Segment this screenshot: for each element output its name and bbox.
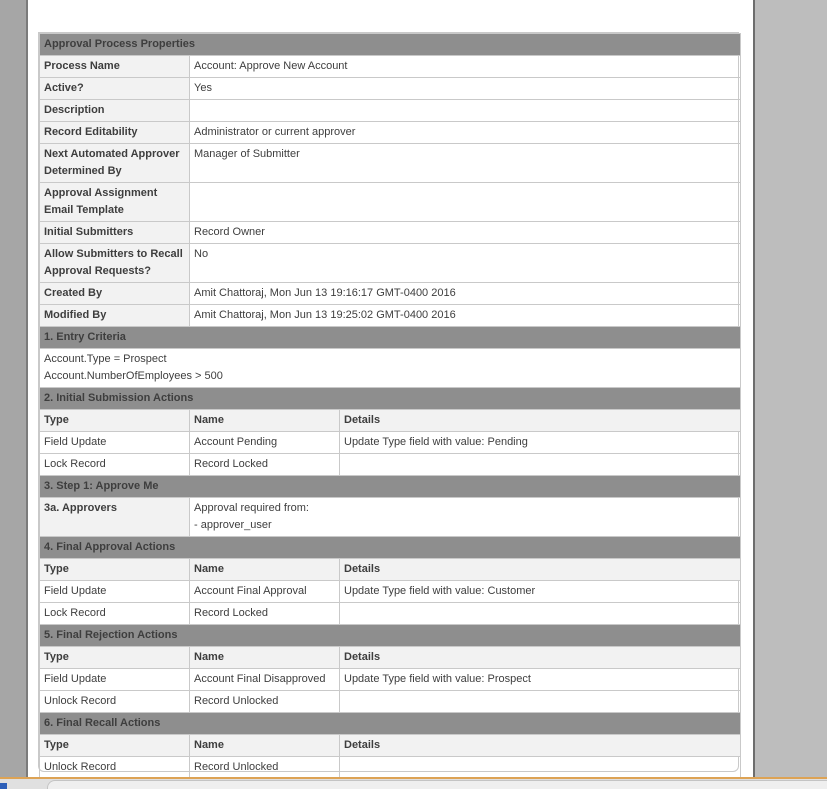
column-header-row — [40, 559, 741, 581]
action-name: Account Final Disapproved — [190, 669, 340, 691]
action-type: Field Update — [40, 581, 190, 603]
action-row — [40, 603, 741, 625]
section-header-row — [40, 34, 741, 56]
bottom-band — [0, 779, 827, 789]
action-details — [340, 603, 741, 625]
section-header-row — [40, 388, 741, 410]
property-row — [40, 100, 741, 122]
field-value-allow-recall: No — [190, 244, 741, 283]
column-header-details: Details — [340, 410, 741, 432]
action-name: Account Final Approval — [190, 581, 340, 603]
entry-criteria-line-2: Account.NumberOfEmployees > 500 — [44, 370, 223, 382]
section-header-row — [40, 713, 741, 735]
section-header-row — [40, 537, 741, 559]
action-type: Field Update — [40, 669, 190, 691]
column-header-row — [40, 735, 741, 757]
field-value-active: Yes — [190, 78, 741, 100]
field-label-modified-by: Modified By — [40, 305, 190, 327]
field-value-created-by: Amit Chattoraj, Mon Jun 13 19:16:17 GMT-0400 2016 — [190, 283, 741, 305]
field-value-description — [190, 100, 741, 122]
field-value-approval-assignment-email-template — [190, 183, 741, 222]
approvers-row — [40, 498, 741, 537]
action-type: Unlock Record — [40, 691, 190, 713]
section-header-final-recall-actions: 6. Final Recall Actions — [40, 713, 741, 735]
section-header-final-rejection-actions: 5. Final Rejection Actions — [40, 625, 741, 647]
section-header-entry-criteria: 1. Entry Criteria — [40, 327, 741, 349]
action-name: Account Pending — [190, 432, 340, 454]
column-header-type: Type — [40, 735, 190, 757]
field-value-next-automated-approver: Manager of Submitter — [190, 144, 741, 183]
section-header-step-1: 3. Step 1: Approve Me — [40, 476, 741, 498]
field-label-initial-submitters: Initial Submitters — [40, 222, 190, 244]
column-header-details: Details — [340, 735, 741, 757]
field-label-record-editability: Record Editability — [40, 122, 190, 144]
action-name: Record Unlocked — [190, 691, 340, 713]
field-value-process-name: Account: Approve New Account — [190, 56, 741, 78]
property-row — [40, 144, 741, 183]
property-row — [40, 56, 741, 78]
action-details — [340, 691, 741, 713]
section-header-row — [40, 327, 741, 349]
entry-criteria-cell — [40, 349, 741, 388]
approval-process-table — [39, 33, 741, 779]
action-details: Update Type field with value: Customer — [340, 581, 741, 603]
action-details: Update Type field with value: Pending — [340, 432, 741, 454]
action-type: Field Update — [40, 432, 190, 454]
column-header-row — [40, 647, 741, 669]
field-label-process-name: Process Name — [40, 56, 190, 78]
approvers-line-2: - approver_user — [194, 519, 272, 531]
action-details — [340, 454, 741, 476]
section-header-row — [40, 476, 741, 498]
approvers-line-1: Approval required from: — [194, 502, 309, 514]
property-row — [40, 183, 741, 222]
column-header-type: Type — [40, 559, 190, 581]
column-header-name: Name — [190, 647, 340, 669]
action-name: Record Locked — [190, 454, 340, 476]
column-header-details: Details — [340, 559, 741, 581]
column-header-name: Name — [190, 410, 340, 432]
action-row — [40, 432, 741, 454]
bottom-left-icon-fragment — [0, 783, 7, 789]
column-header-name: Name — [190, 559, 340, 581]
action-details: Update Type field with value: Prospect — [340, 669, 741, 691]
field-value-record-editability: Administrator or current approver — [190, 122, 741, 144]
section-header-initial-submission-actions: 2. Initial Submission Actions — [40, 388, 741, 410]
bottom-band-panel — [47, 780, 827, 789]
field-label-allow-recall: Allow Submitters to Recall Approval Requests? — [40, 244, 190, 283]
property-row — [40, 78, 741, 100]
action-name: Record Locked — [190, 603, 340, 625]
property-row — [40, 283, 741, 305]
field-value-initial-submitters: Record Owner — [190, 222, 741, 244]
column-header-row — [40, 410, 741, 432]
action-name: Record Unlocked — [190, 757, 340, 779]
action-details — [340, 757, 741, 779]
property-row — [40, 244, 741, 283]
approval-process-panel — [38, 32, 739, 772]
action-type: Lock Record — [40, 603, 190, 625]
entry-criteria-line-1: Account.Type = Prospect — [44, 353, 167, 365]
field-label-approval-assignment-email-template: Approval Assignment Email Template — [40, 183, 190, 222]
entry-criteria-row — [40, 349, 741, 388]
field-label-next-automated-approver: Next Automated Approver Determined By — [40, 144, 190, 183]
field-value-modified-by: Amit Chattoraj, Mon Jun 13 19:25:02 GMT-0400 2016 — [190, 305, 741, 327]
action-row — [40, 757, 741, 779]
section-header-final-approval-actions: 4. Final Approval Actions — [40, 537, 741, 559]
section-header-properties: Approval Process Properties — [40, 34, 741, 56]
action-row — [40, 454, 741, 476]
field-label-description: Description — [40, 100, 190, 122]
property-row — [40, 305, 741, 327]
column-header-details: Details — [340, 647, 741, 669]
field-label-active: Active? — [40, 78, 190, 100]
action-type: Lock Record — [40, 454, 190, 476]
property-row — [40, 122, 741, 144]
right-gutter — [753, 0, 827, 777]
left-gutter — [0, 0, 28, 777]
action-row — [40, 669, 741, 691]
action-type: Unlock Record — [40, 757, 190, 779]
field-label-created-by: Created By — [40, 283, 190, 305]
column-header-name: Name — [190, 735, 340, 757]
approvers-label: 3a. Approvers — [40, 498, 190, 537]
action-row — [40, 691, 741, 713]
section-header-row — [40, 625, 741, 647]
action-row — [40, 581, 741, 603]
column-header-type: Type — [40, 647, 190, 669]
approvers-value — [190, 498, 741, 537]
column-header-type: Type — [40, 410, 190, 432]
property-row — [40, 222, 741, 244]
